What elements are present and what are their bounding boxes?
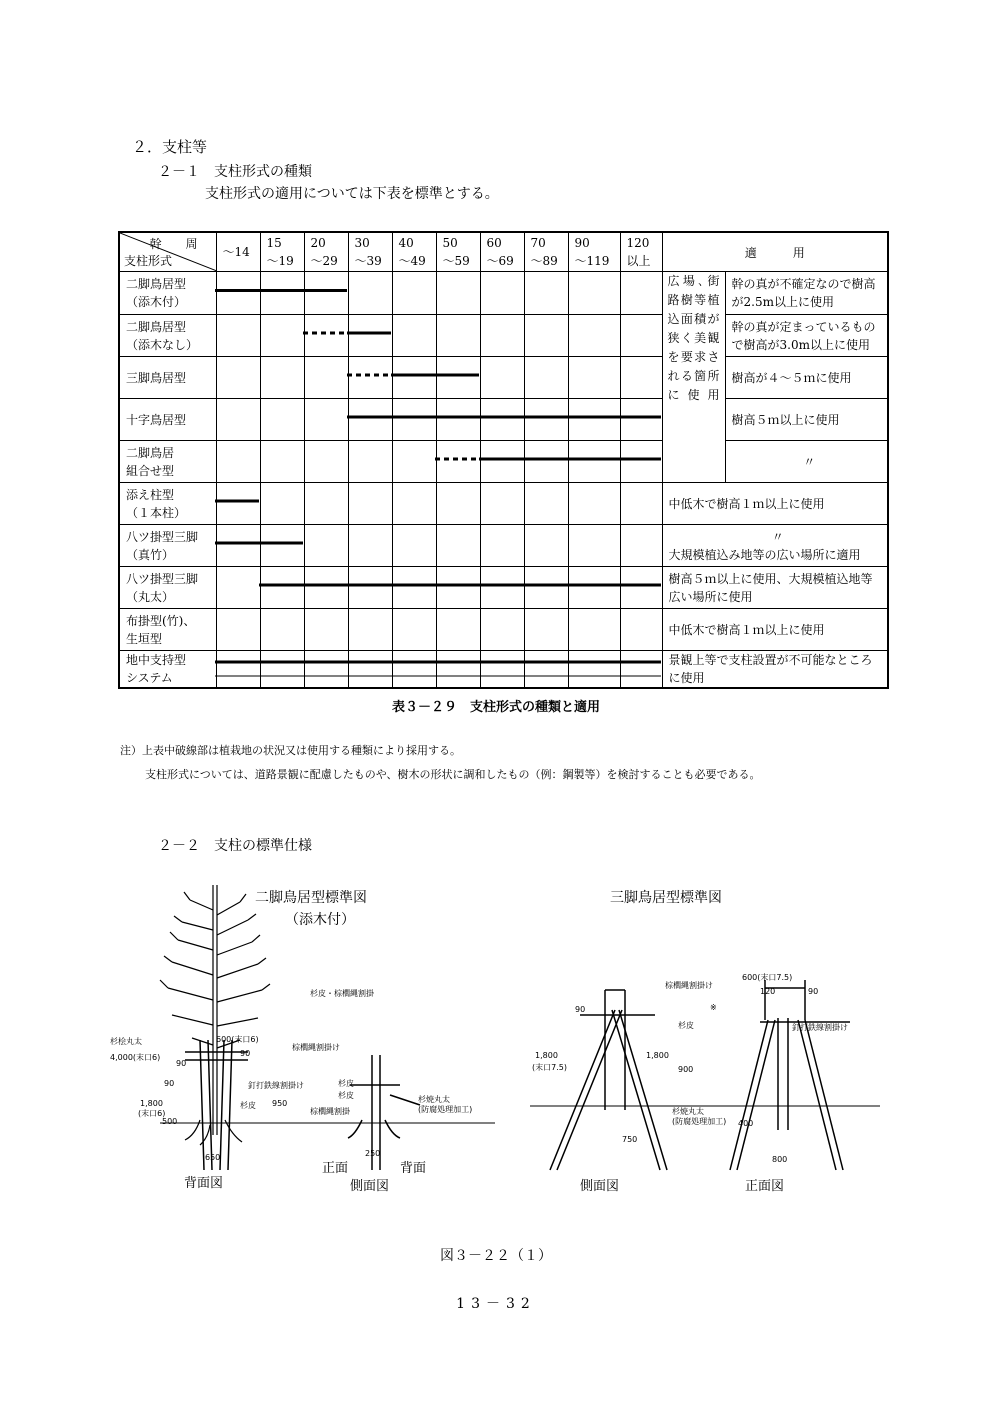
range-cell: [568, 609, 620, 651]
range-top: 40: [398, 236, 414, 250]
row-application-line: 大規模植込み地等の広い場所に適用: [668, 547, 861, 562]
row-label-line: 十字鳥居型: [126, 412, 187, 427]
row-application-line: 広い場所に使用: [668, 589, 753, 604]
table-row: [119, 609, 888, 651]
row-application: [725, 399, 888, 441]
row-application-line: 樹高５ｍ以上に使用: [731, 412, 840, 427]
range-bottom: ～39: [354, 254, 382, 268]
range-cell: [568, 651, 620, 689]
note-line-2: 支柱形式については、道路景観に配慮したものや、樹木の形状に調和したもの（例：鋼製等）を検討することも必要である。: [145, 768, 761, 781]
row-application: [662, 651, 888, 689]
range-cell: [568, 315, 620, 357]
side-view-tripod: [550, 990, 667, 1170]
row-label-line: 二脚鳥居: [126, 445, 175, 460]
range-cell: [216, 567, 260, 609]
label-bark-2: 杉皮: [338, 1091, 354, 1100]
range-cell: [392, 609, 436, 651]
range-cell: [304, 272, 348, 315]
range-bottom: ～69: [486, 254, 514, 268]
row-label: [119, 399, 216, 441]
row-label: [119, 525, 216, 567]
dim-900-right: 900: [678, 1065, 694, 1074]
dim-90c: 90: [164, 1079, 175, 1088]
range-cell: [524, 272, 568, 315]
table-row: [119, 399, 888, 441]
row-label-line: （真竹）: [126, 547, 175, 562]
range-cell: [436, 567, 480, 609]
range-cell: [524, 357, 568, 399]
label-side-view: 側面図: [350, 1179, 390, 1194]
range-cell: [348, 651, 392, 689]
range-cell: [524, 441, 568, 483]
row-application-line: 幹の真が不確定なので樹高: [731, 277, 876, 291]
row-label: [119, 441, 216, 483]
label-stake: 杉焼丸太: [418, 1095, 450, 1104]
row-application-line: 〃: [803, 454, 816, 469]
label-palm-rope: 棕櫚縄割掛け: [292, 1043, 340, 1052]
range-top: 50: [442, 236, 458, 250]
range-cell: [620, 525, 662, 567]
label-side-view-right: 側面図: [580, 1179, 620, 1194]
range-cell: [304, 567, 348, 609]
row-application-line: 中低木で樹高１ｍ以上に使用: [668, 622, 825, 637]
range-cell: [436, 315, 480, 357]
row-application: [725, 315, 888, 357]
range-top: 30: [354, 236, 370, 250]
label-stake-right: 杉焼丸太: [672, 1107, 704, 1116]
range-header-9: [620, 232, 662, 272]
label-bark-rope: 杉皮・棕櫚縄割掛: [310, 989, 374, 998]
row-application-line: 樹高５ｍ以上に使用、大規模植込地等: [668, 571, 873, 586]
dim-90b: 90: [240, 1049, 251, 1058]
range-cell: [260, 483, 304, 525]
row-application: [725, 272, 888, 315]
range-cell: [260, 525, 304, 567]
row-label-line: 八ツ掛型三脚: [126, 571, 199, 586]
note-line-1: 注）上表中破線部は植栽地の状況又は使用する種類により採用する。: [120, 744, 461, 757]
range-cell: [348, 525, 392, 567]
table-row: [119, 483, 888, 525]
range-cell: [216, 315, 260, 357]
range-cell: [480, 272, 524, 315]
label-bark-3: 杉皮: [240, 1101, 256, 1110]
shared-application: 広場､街路樹等植込面積が狭く美観を要求される箇所に使用: [662, 272, 725, 483]
page-number: 13－32: [456, 1296, 536, 1312]
range-bottom: ～119: [574, 254, 610, 268]
range-cell: [348, 272, 392, 315]
range-cell: [260, 441, 304, 483]
label-palm-rope-right: 棕櫚縄割掛け: [665, 981, 713, 990]
range-cell: [620, 357, 662, 399]
label-cedar-log: 杉桧丸太: [110, 1037, 142, 1046]
range-cell: [620, 272, 662, 315]
dim-90-right: 90: [575, 1005, 586, 1014]
dim-90: 90: [176, 1059, 187, 1068]
range-cell: [392, 567, 436, 609]
range-cell: [480, 651, 524, 689]
label-bark-right: 杉皮: [678, 1021, 694, 1030]
dim-1800-right: 1,800: [535, 1051, 558, 1060]
range-cell: [216, 399, 260, 441]
range-cell: [348, 567, 392, 609]
range-header-3: [348, 232, 392, 272]
range-cell: [568, 441, 620, 483]
range-cell: [348, 399, 392, 441]
range-cell: [348, 441, 392, 483]
row-label-line: （丸太）: [126, 589, 175, 604]
range-cell: [480, 525, 524, 567]
range-cell: [620, 651, 662, 689]
label-mark: ※: [710, 1003, 717, 1012]
label-back: 背面: [400, 1161, 427, 1176]
range-header-1: [260, 232, 304, 272]
range-cell: [304, 609, 348, 651]
row-label: [119, 609, 216, 651]
range-cell: [216, 483, 260, 525]
dim-1800-sub: (末口6): [138, 1109, 166, 1118]
range-cell: [436, 609, 480, 651]
range-cell: [216, 651, 260, 689]
range-bottom: ～29: [310, 254, 338, 268]
range-header-8: [568, 232, 620, 272]
range-cell: [304, 399, 348, 441]
table-row: [119, 272, 888, 315]
front-view-tripod: [730, 980, 850, 1170]
row-application-line: に使用: [668, 671, 705, 685]
table-header-row: [119, 232, 888, 272]
dim-650: 650: [205, 1153, 221, 1162]
label-stake-note: (防腐処理加工): [418, 1105, 473, 1114]
range-bottom: 以上: [626, 254, 651, 268]
dim-800-right: 800: [772, 1155, 788, 1164]
row-application: [725, 357, 888, 399]
range-cell: [620, 441, 662, 483]
range-top: 90: [574, 236, 590, 250]
figure-tripod-torii: [520, 880, 890, 1210]
range-cell: [568, 399, 620, 441]
range-cell: [392, 272, 436, 315]
range-header-5: [436, 232, 480, 272]
dim-1800: 1,800: [140, 1099, 163, 1108]
row-application-line: 幹の真が定まっているもの: [731, 319, 876, 334]
row-application: [725, 441, 888, 483]
header-type-label: 支柱形式: [124, 254, 173, 268]
range-cell: [436, 525, 480, 567]
row-label-line: 三脚鳥居型: [126, 370, 187, 385]
label-nail-right: 釘打鉄線割掛け: [792, 1023, 848, 1032]
range-cell: [620, 399, 662, 441]
dim-500: 500: [162, 1117, 178, 1126]
range-cell: [216, 441, 260, 483]
range-cell: [620, 483, 662, 525]
row-label: [119, 483, 216, 525]
figure-right-title: 三脚鳥居型標準図: [610, 890, 722, 906]
range-cell: [524, 567, 568, 609]
figure-left-subtitle: （添木付）: [285, 912, 355, 928]
header-trunk-label: 幹 周: [149, 237, 208, 251]
range-cell: [480, 483, 524, 525]
row-application-line: で樹高が3.0m以上に使用: [731, 337, 870, 352]
range-cell: [304, 525, 348, 567]
subsection-heading: ２－１ 支柱形式の種類: [158, 164, 312, 180]
range-cell: [568, 357, 620, 399]
range-bottom: ～59: [442, 254, 470, 268]
range-cell: [524, 525, 568, 567]
row-label-line: 生垣型: [126, 631, 163, 646]
row-label-line: 組合せ型: [126, 463, 175, 478]
row-label-line: 地中支持型: [126, 653, 187, 667]
range-cell: [260, 315, 304, 357]
range-top: 120: [626, 236, 650, 250]
range-cell: [304, 315, 348, 357]
range-cell: [568, 567, 620, 609]
table-caption: 表３－２９ 支柱形式の種類と適用: [391, 700, 600, 715]
dim-600: 600(末口6): [216, 1035, 259, 1044]
range-cell: [348, 315, 392, 357]
range-cell: [392, 399, 436, 441]
figure-left-title: 二脚鳥居型標準図: [255, 890, 367, 906]
table-row: [119, 525, 888, 567]
range-cell: [524, 651, 568, 689]
range-bottom: ～14: [222, 245, 250, 259]
row-application: [662, 483, 888, 525]
row-application: [662, 567, 888, 609]
row-label-line: （添木付）: [126, 295, 187, 309]
row-label: [119, 651, 216, 689]
range-cell: [304, 651, 348, 689]
subsection-heading-2: ２－２ 支柱の標準仕様: [158, 838, 312, 854]
range-header-0: [216, 232, 260, 272]
range-cell: [480, 357, 524, 399]
range-cell: [436, 399, 480, 441]
range-cell: [568, 483, 620, 525]
row-label-line: 添え柱型: [126, 487, 175, 502]
header-corner: [119, 232, 216, 272]
row-application: [662, 525, 888, 567]
label-cedar-log-size: 4,000(末口6): [110, 1053, 161, 1062]
range-cell: [620, 315, 662, 357]
range-header-6: [480, 232, 524, 272]
table-row: [119, 357, 888, 399]
range-cell: [392, 525, 436, 567]
range-bottom: ～49: [398, 254, 426, 268]
label-back-view: 背面図: [184, 1176, 224, 1191]
range-cell: [480, 441, 524, 483]
range-cell: [348, 483, 392, 525]
row-application-line: 樹高が４～５ｍに使用: [731, 370, 852, 385]
row-label: [119, 567, 216, 609]
range-cell: [436, 272, 480, 315]
range-top: 15: [266, 236, 282, 250]
row-label-line: 布掛型(竹)、: [126, 613, 196, 628]
range-cell: [216, 272, 260, 315]
row-label-line: （添木なし）: [126, 337, 199, 352]
label-front-view-right: 正面図: [745, 1179, 785, 1194]
range-cell: [392, 483, 436, 525]
row-application-line: 中低木で樹高１ｍ以上に使用: [668, 496, 825, 511]
row-label: [119, 315, 216, 357]
row-label-line: 二脚鳥居型: [126, 319, 187, 334]
label-bark: 杉皮: [338, 1079, 354, 1088]
dim-250: 250: [365, 1149, 381, 1158]
row-label-line: （１本柱）: [126, 505, 187, 520]
range-cell: [260, 609, 304, 651]
range-top: 60: [486, 236, 502, 250]
range-cell: [260, 399, 304, 441]
dim-400-right: 400: [738, 1119, 754, 1128]
range-header-2: [304, 232, 348, 272]
range-top: 20: [310, 236, 326, 250]
range-cell: [392, 315, 436, 357]
range-cell: [216, 357, 260, 399]
dim-950: 950: [272, 1099, 288, 1108]
range-cell: [480, 315, 524, 357]
dim-90b-right: 90: [808, 987, 819, 996]
dim-1800-sub-right: (末口7.5): [532, 1063, 567, 1072]
row-application: [662, 609, 888, 651]
table-row: [119, 651, 888, 689]
range-cell: [480, 609, 524, 651]
range-top: 70: [530, 236, 546, 250]
range-cell: [260, 651, 304, 689]
range-cell: [620, 567, 662, 609]
dim-1800b-right: 1,800: [646, 1051, 669, 1060]
range-cell: [304, 357, 348, 399]
range-cell: [304, 483, 348, 525]
range-cell: [392, 357, 436, 399]
range-cell: [524, 399, 568, 441]
range-cell: [436, 357, 480, 399]
range-cell: [216, 609, 260, 651]
row-label-line: 二脚鳥居型: [126, 277, 187, 291]
table-row: [119, 441, 888, 483]
support-type-table: [118, 231, 889, 689]
label-front: 正面: [322, 1161, 349, 1176]
section-heading: ２．支柱等: [132, 138, 208, 156]
range-cell: [392, 441, 436, 483]
range-cell: [260, 272, 304, 315]
range-cell: [524, 609, 568, 651]
range-cell: [260, 567, 304, 609]
label-palm-tie: 棕櫚縄割掛: [310, 1107, 350, 1116]
row-label: [119, 272, 216, 315]
row-application-line: 〃: [771, 529, 784, 544]
range-bottom: ～89: [530, 254, 558, 268]
row-application-line: 景観上等で支柱設置が不可能なところ: [668, 653, 873, 667]
range-cell: [392, 651, 436, 689]
range-header-4: [392, 232, 436, 272]
range-header-7: [524, 232, 568, 272]
range-cell: [436, 483, 480, 525]
range-cell: [480, 399, 524, 441]
range-cell: [436, 651, 480, 689]
range-cell: [436, 441, 480, 483]
table-row: [119, 567, 888, 609]
range-bottom: ～19: [266, 254, 294, 268]
dim-120-right: 120: [760, 987, 776, 996]
intro-text: 支柱形式の適用については下表を標準とする。: [205, 186, 499, 202]
range-cell: [348, 609, 392, 651]
range-cell: [480, 567, 524, 609]
range-cell: [216, 525, 260, 567]
label-stake-note-right: (防腐処理加工): [672, 1117, 727, 1126]
application-header: 適 用: [662, 232, 888, 272]
figure-bipod-torii: [100, 880, 520, 1210]
dim-600-right: 600(末口7.5): [742, 973, 793, 982]
range-cell: [260, 357, 304, 399]
dim-750-right: 750: [622, 1135, 638, 1144]
side-view-poles: [348, 1055, 420, 1170]
row-label-line: 八ツ掛型三脚: [126, 529, 199, 544]
label-nail: 釘打鉄線割掛け: [248, 1081, 304, 1090]
range-cell: [304, 441, 348, 483]
row-application-line: が2.5m以上に使用: [731, 295, 834, 309]
table-row: [119, 315, 888, 357]
range-cell: [524, 483, 568, 525]
range-cell: [524, 315, 568, 357]
figure-caption: 図３－２２（１）: [440, 1248, 552, 1264]
range-cell: [348, 357, 392, 399]
row-label-line: システム: [126, 671, 173, 685]
range-cell: [620, 609, 662, 651]
range-cell: [568, 272, 620, 315]
range-cell: [568, 525, 620, 567]
row-label: [119, 357, 216, 399]
